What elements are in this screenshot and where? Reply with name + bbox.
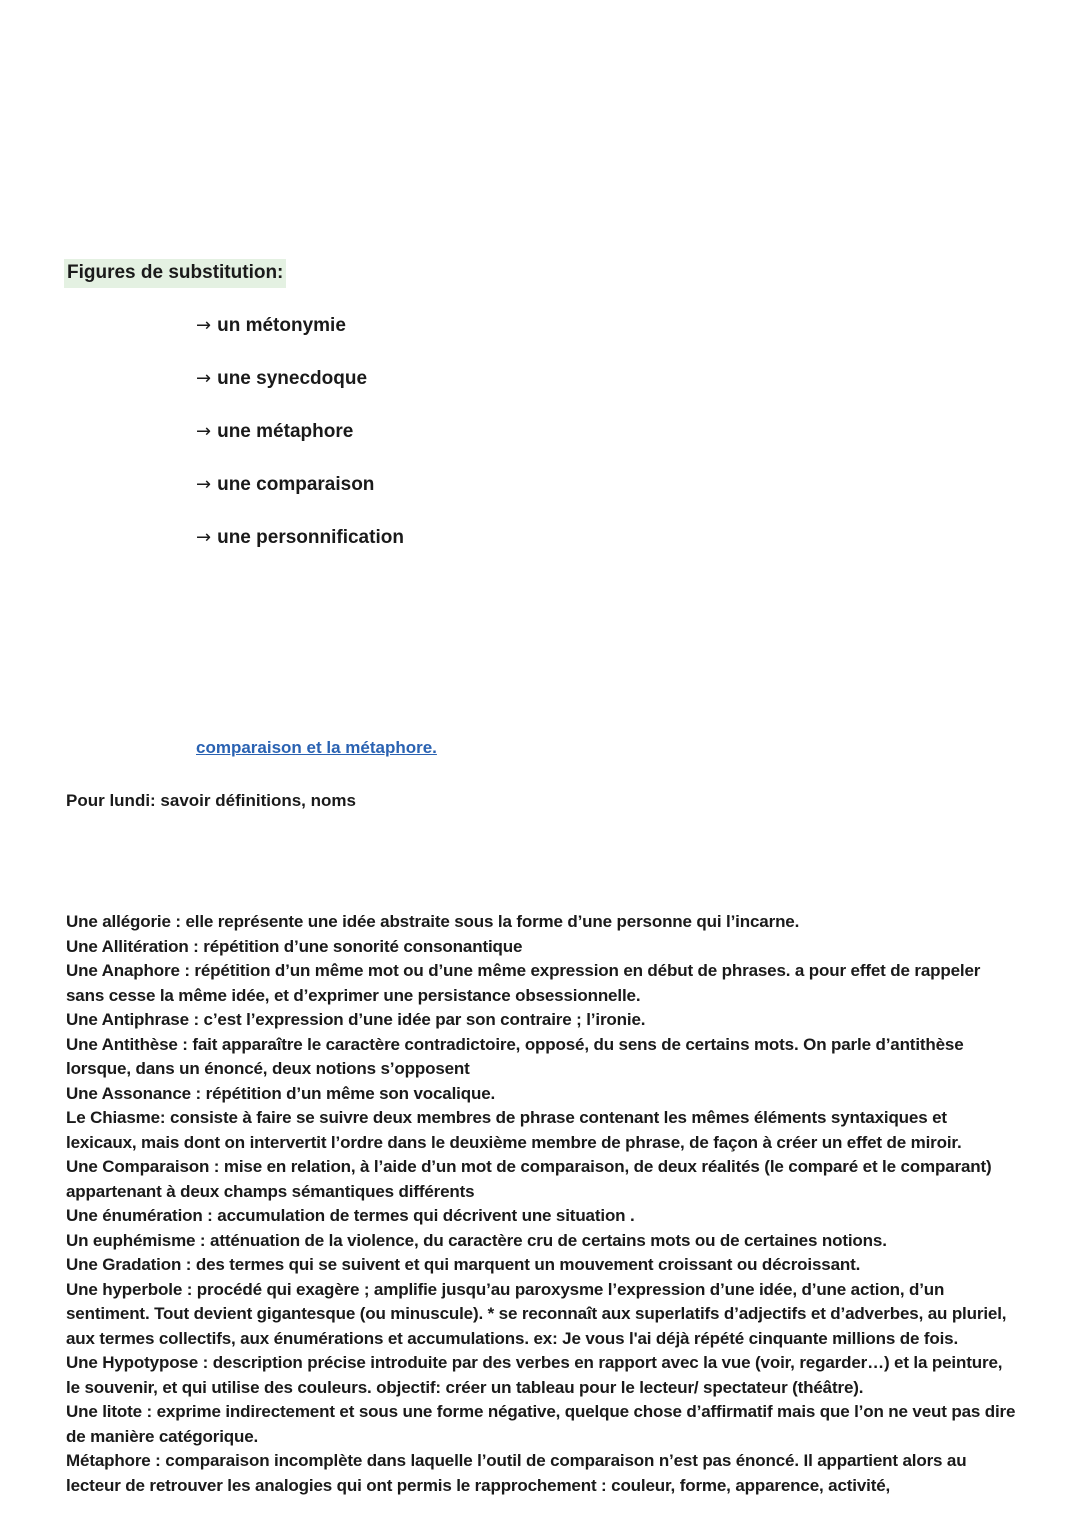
definition-enumeration: Une énumération : accumulation de termes qui décrivent une situation . [66,1206,635,1225]
arrow-right-icon: → [196,315,212,336]
definition-chiasme: Le Chiasme: consiste à faire se suivre deux membres de phrase contenant les mêmes éléments syntaxiques et lexicaux, mais dont on intervertit l’ordre dans le deuxième membre de phrase, de façon à créer un effet de miroir. [66,1108,962,1152]
definition-alliteration: Une Allitération : répétition d’une sonorité consonantique [66,936,523,956]
arrow-right-icon: → [196,421,212,442]
definition-antithese: Une Antithèse : fait apparaître le caractère contradictoire, opposé, du sens de certains mots. On parle d’antithèse lorsque, dans un énoncé, deux notions s’opposent [66,1034,964,1078]
list-item [196,314,404,367]
list-item [196,473,404,526]
definition-metaphore: Métaphore : comparaison incomplète dans laquelle l’outil de comparaison n’est pas énoncé. Il appartient alors au lecteur de retrouver les analogies qui ont permis le rapprochement : couleur, forme, apparence, activité, [66,1451,967,1495]
arrow-right-icon: → [196,527,212,548]
list-item-label: une personnification [217,527,404,548]
list-item [196,420,404,473]
definition-anaphore: Une Anaphore : répétition d’un même mot ou d’une même expression en début de phrases. a pour effet de rappeler sans cesse la même idée, et d’exprimer une persistance obsessionnelle. [66,961,981,1005]
comparison-link[interactable]: comparaison et la métaphore. [196,738,437,757]
arrow-right-icon: → [196,368,212,389]
definition-gradation: Une Gradation : des termes qui se suivent et qui marquent un mouvement croissant ou décroissant. [66,1255,861,1274]
definition-antiphrase: Une Antiphrase : c’est l’expression d’une idée par son contraire ; l’ironie. [66,1010,646,1029]
list-item-label: un métonymie [217,315,346,336]
list-item [196,526,404,579]
list-item-label: une métaphore [217,421,354,442]
definition-litote: Une litote : exprime indirectement et sous une forme négative, quelque chose d’affirmatif mais que l’on ne veut pas dire de manière catégorique. [66,1402,1016,1446]
list-item-label: une synecdoque [217,368,368,389]
arrow-right-icon: → [196,474,212,495]
homework-note: Pour lundi: savoir définitions, noms [66,791,356,810]
figures-list [196,314,404,579]
section-title: Figures de substitution: [64,259,286,288]
list-item [196,367,404,420]
definition-allegorie: Une allégorie : elle représente une idée abstraite sous la forme d’une personne qui l’incarne. [66,912,800,931]
definitions-list [66,910,1016,1498]
definition-euphemisme: Un euphémisme : atténuation de la violence, du caractère cru de certains mots ou de certaines notions. [66,1230,887,1250]
definition-hypotypose: Une Hypotypose : description précise introduite par des verbes en rapport avec la vue (voir, regarder…) et la peinture, le souvenir, et qui utilise des couleurs. objectif: créer un tableau pour le lecteur/ spectateur (théâtre). [66,1353,1003,1397]
definition-assonance: Une Assonance : répétition d’un même son vocalique. [66,1083,496,1103]
definition-comparaison: Une Comparaison : mise en relation, à l’aide d’un mot de comparaison, de deux réalités (le comparé et le comparant) appartenant à deux champs sémantiques différents [66,1157,992,1201]
list-item-label: une comparaison [217,474,375,495]
definition-hyperbole: Une hyperbole : procédé qui exagère ; amplifie jusqu’au paroxysme l’expression d’une idée, d’une action, d’un sentiment. Tout devient gigantesque (ou minuscule). * se reconnaît aux superlatifs d’adjectifs et d’adverbes, au pluriel, aux termes collectifs, aux énumérations et accumulations. ex: Je vous l'ai déjà répété cinquante millions de fois. [66,1279,1007,1348]
